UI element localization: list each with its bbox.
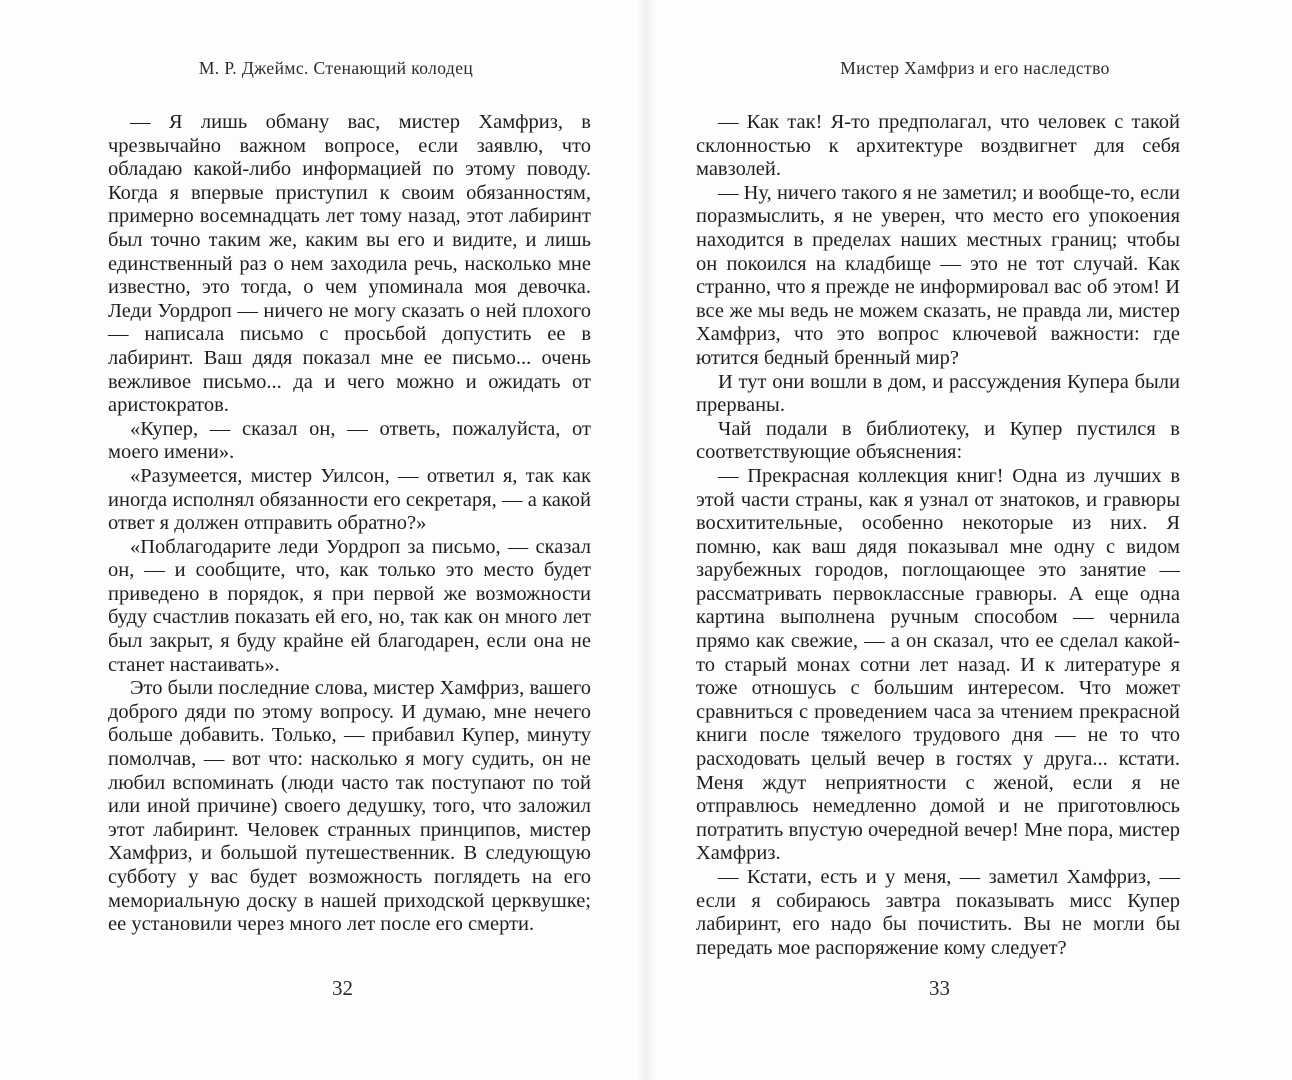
- paragraph: — Я лишь обману вас, мистер Хамфриз, в чрезвычайно важном вопросе, если заявлю, что обладаю какой-либо информацией по этому поводу. Когда я впервые приступил к своим обязанностям, примерно восемнадцать лет тому назад, этот лабиринт был точно таким же, каким вы его и видите, и лишь единственный раз о нем заходила речь, насколько мне известно, это тогда, о чем упоминала моя девочка. Леди Уордроп — ничего не могу сказать о ней плохого — написала письмо с просьбой допустить ее в лабиринт. Ваш дядя показал мне ее письмо... очень вежливое письмо... да и чего можно и ожидать от аристократов.: [108, 111, 591, 417]
- left-page-number: 32: [332, 976, 353, 1000]
- right-body-text: [696, 111, 1180, 960]
- paragraph: — Прекрасная коллекция книг! Одна из лучших в этой части страны, как я узнал от знатоков, и гравюры восхитительные, особенно некоторые из них. Я помню, как ваш дядя показывал мне одну с видом зарубежных городов, поглощающее это занятие — рассматривать первоклассные гравюры. А еще одна картина выполнена ручным способом — чернила прямо как свежие, — а он сказал, что ее сделал какой-то старый монах сотни лет назад. И к литературе я тоже отношусь с большим интересом. Что может сравниться с проведением часа за чтением прекрасной книги после тяжелого трудового дня — не то что расходовать целый вечер в гостях у друга... кстати. Меня ждут неприятности с женой, если я не отправлюсь немедленно домой и не приготовлюсь потратить впустую очередной вечер! Мне пора, мистер Хамфриз.: [696, 464, 1180, 865]
- paragraph: — Кстати, есть и у меня, — заметил Хамфриз, — если я собираюсь завтра показывать мисс Купер лабиринт, его надо бы почистить. Вы не могли бы передать мое распоряжение кому следует?: [696, 866, 1180, 959]
- paragraph: — Как так! Я-то предполагал, что человек с такой склонностью к архитектуре воздвигнет для себя мавзолей.: [696, 111, 1180, 181]
- right-page: [646, 0, 1292, 1080]
- paragraph: Это были последние слова, мистер Хамфриз, вашего доброго дяди по этому вопросу. И думаю, мне нечего больше добавить. Только, — прибавил Купер, минуту помолчав, — вот что: насколько я могу судить, он не любил вспоминать (люди часто так поступают по той или иной причине) своего дедушку, того, что заложил этот лабиринт. Человек странных принципов, мистер Хамфриз, и большой путешественник. В следующую субботу у вас будет возможность поглядеть на его мемориальную доску в нашей приходской церквушке; ее установили через много лет после его смерти.: [108, 677, 591, 936]
- paragraph: «Купер, — сказал он, — ответь, пожалуйста, от моего имени».: [108, 417, 591, 464]
- paragraph: И тут они вошли в дом, и рассуждения Купера были прерваны.: [696, 370, 1180, 417]
- paragraph: «Разумеется, мистер Уилсон, — ответил я, так как иногда исполнял обязанности его секретаря, — а какой ответ я должен отправить обратно?»: [108, 464, 591, 535]
- left-body-text: [108, 111, 591, 937]
- right-page-number: 33: [929, 976, 950, 1000]
- paragraph: — Ну, ничего такого я не заметил; и вообще-то, если поразмыслить, я не уверен, что место его упокоения находится в пределах наших местных границ; чтобы он покоился на кладбище — это не тот случай. Как странно, что я прежде не информировал вас об этом! И все же мы ведь не можем сказать, не правда ли, мистер Хамфриз, что это вопрос ключевой важности: где ютится бедный бренный мир?: [696, 181, 1180, 369]
- left-running-head: М. Р. Джеймс. Стенающий колодец: [198, 58, 474, 78]
- right-running-head: Мистер Хамфриз и его наследство: [840, 58, 1110, 78]
- paragraph: «Поблагодарите леди Уордроп за письмо, — сказал он, — и сообщите, что, как только это место будет приведено в порядок, я при первой же возможности буду счастлив показать ей его, но, так как он много лет был закрыт, я буду крайне ей благодарен, если она не станет настаивать».: [108, 535, 591, 676]
- paragraph: Чай подали в библиотеку, и Купер пустился в соответствующие объяснения:: [696, 417, 1180, 464]
